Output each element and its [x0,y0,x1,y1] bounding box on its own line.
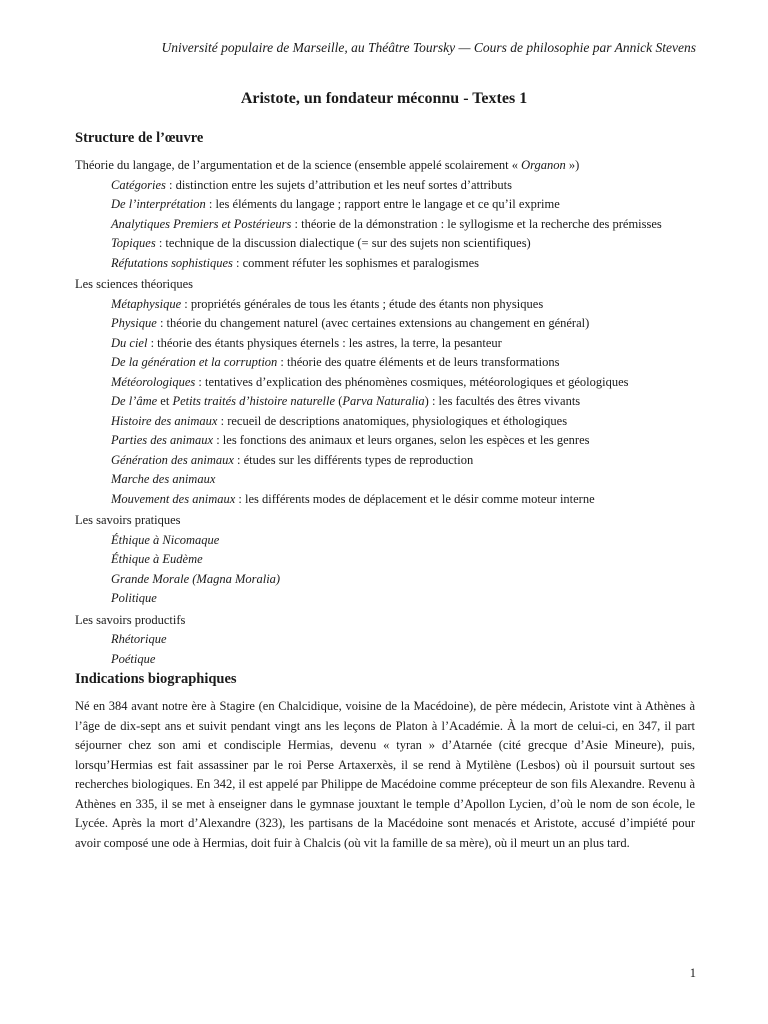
work-description: : distinction entre les sujets d’attribution et les neuf sortes d’attributs [165,177,512,192]
group-label-italic: Organon [521,158,566,172]
work-description: : les fonctions des animaux et leurs organes, selon les espèces et les genres [213,433,590,447]
work-title: Rhétorique [111,632,167,646]
work-title: Métaphysique [111,296,182,311]
work-description: : comment réfuter les sophismes et paralogismes [232,255,479,270]
work-title: Génération des animaux [111,452,234,467]
page-number: 1 [689,966,696,980]
biography-heading: Indications biographiques [75,671,237,687]
work-entry [111,630,695,650]
work-entry [111,392,695,412]
work-entry [111,353,695,373]
work-entry [111,373,695,393]
work-title: Météorologiques [111,374,196,389]
document-title: Aristote, un fondateur méconnu - Textes 1 [240,90,528,107]
group-label-productive: Les savoirs productifs [75,612,186,627]
work-description: : études sur les différents types de reproduction [233,452,474,467]
work-title: Du ciel [111,335,148,350]
group-label-theoretical: Les sciences théoriques [75,277,194,291]
work-conjunction: et [157,394,173,408]
work-entry [111,531,695,551]
work-entry [111,314,695,334]
work-description: ) : les facultés des êtres vivants [424,394,581,408]
work-title: Éthique à Eudème [111,552,203,566]
work-title-latin: Parva Naturalia [342,394,425,408]
document-body [75,128,695,853]
group-label-practical: Les savoirs pratiques [75,513,181,527]
work-entry [111,570,695,590]
work-title-second: Petits traités d’histoire naturelle [172,394,336,408]
work-title: Poétique [111,651,156,666]
work-entry [111,254,695,274]
group-label-suffix: ») [565,158,580,172]
work-entry [111,234,695,254]
work-entry [111,550,695,570]
work-title: Catégories [111,177,166,192]
work-entry [111,431,695,451]
work-entry [111,215,695,235]
work-title: Parties des animaux [111,433,214,447]
work-entry [111,195,695,215]
work-title: De l’interprétation [111,197,206,211]
work-entry [111,589,695,609]
work-title: Marche des animaux [111,472,216,486]
work-title: Politique [111,591,157,605]
work-description: : théorie des quatre éléments et de leurs transformations [277,355,560,369]
work-entry [111,451,695,471]
work-title: Grande Morale (Magna Moralia) [111,571,281,586]
work-title: Topiques [111,236,156,250]
work-entry [111,334,695,354]
running-header: Université populaire de Marseille, au Théâtre Toursky — Cours de philosophie par Annick Stevens [161,40,696,55]
work-title: De l’âme [111,394,158,408]
work-description: : propriétés générales de tous les étants ; étude des étants non physiques [181,296,544,311]
work-entry [111,412,695,432]
work-description: : recueil de descriptions anatomiques, physiologiques et éthologiques [217,413,568,428]
work-entry [111,650,695,670]
work-title: Histoire des animaux [111,413,218,428]
work-title: Réfutations sophistiques [111,255,233,270]
work-title: Analytiques Premiers et Postérieurs [111,216,292,231]
work-description: : les différents modes de déplacement et le désir comme moteur interne [235,491,595,506]
work-title: Physique [111,316,157,330]
work-title: De la génération et la corruption [111,355,278,369]
work-description: : tentatives d’explication des phénomènes cosmiques, météorologiques et géologiques [195,374,629,389]
work-entry [111,490,695,510]
structure-heading: Structure de l’œuvre [75,130,204,146]
work-paren-open: ( [335,394,343,408]
work-description: : les éléments du langage ; rapport entre le langage et ce qu’il exprime [205,197,560,211]
group-label-organon [75,156,695,176]
work-entry [111,470,695,490]
work-entry [111,295,695,315]
work-description: : technique de la discussion dialectique (= sur des sujets non scientifiques) [155,236,531,250]
group-label-text: Théorie du langage, de l’argumentation et de la science (ensemble appelé scolairement « [75,158,522,172]
work-description: : théorie du changement naturel (avec certaines extensions au changement en général) [156,316,590,330]
work-entry [111,176,695,196]
work-title: Mouvement des animaux [111,491,236,506]
work-description: : théorie des étants physiques éternels : les astres, la terre, la pesanteur [147,335,502,350]
biography-paragraph: Né en 384 avant notre ère à Stagire (en Chalcidique, voisine de la Macédoine), de père médecin, Aristote vint à Athènes à l’âge de dix-sept ans et suivit pendant vingt ans les leçons de Platon à l’Académie. À la mort de celui-ci, en 347, il part séjourner chez son ami et condisciple Hermias, devenu « tyran » d’Atarnée (cité grecque d’Asie Mineure), puis, lorsqu’Hermias est fait assassiner par le roi Perse Artaxerxès, il se rend à Mytilène (Lesbos) où il poursuit surtout ses recherches biologiques. En 342, il est appelé par Philippe de Macédoine comme précepteur de son fils Alexandre. Revenu à Athènes en 335, il se met à enseigner dans le gymnase jouxtant le temple d’Apollon Lycien, d’où le nom de son école, le Lycée. Après la mort d’Alexandre (323), les partisans de la Macédoine sont menacés et Aristote, accusé d’impiété pour avoir composé une ode à Hermias, doit fuir à Chalcis (où vit la famille de sa mère), où il meurt un an plus tard. [75,699,695,850]
work-description: : théorie de la démonstration : le syllogisme et la recherche des prémisses [291,216,662,231]
work-title: Éthique à Nicomaque [111,532,220,547]
